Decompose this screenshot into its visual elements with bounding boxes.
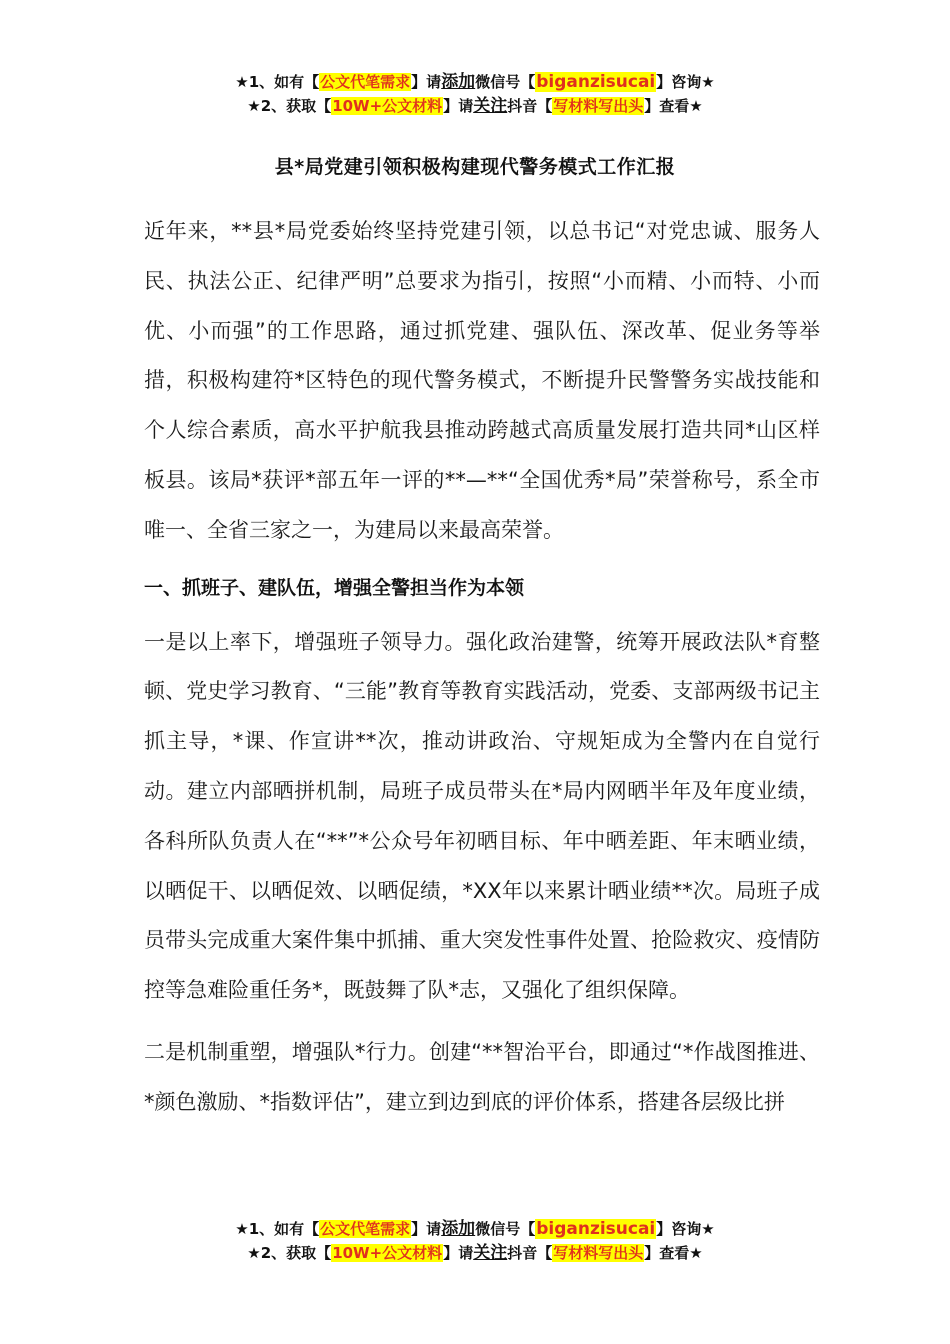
notice-text: 抖音【 [507, 97, 553, 115]
document-body [144, 207, 820, 1128]
section-heading: 一、抓班子、建队伍，增强全警担当作为本领 [144, 576, 525, 599]
notice-line-2 [0, 94, 950, 118]
notice-text: ★1、如有【 [235, 73, 320, 91]
notice-underline: 关注 [473, 96, 508, 116]
body-paragraph: 二是机制重塑，增强队*行力。创建“**智治平台，即通过“*作战图推进、*颜色激励、*指数评估”，建立到边到底的评价体系，搭建各层级比拼 [144, 1039, 820, 1114]
notice-highlight: 10W+公文材料 [332, 97, 443, 115]
top-notice [0, 70, 950, 118]
notice-underline: 添加 [441, 72, 476, 92]
notice-text: 抖音【 [507, 1244, 553, 1262]
notice-line-1 [0, 70, 950, 94]
notice-text: ★1、如有【 [235, 1220, 320, 1238]
notice-text: 】请 [443, 1244, 474, 1262]
notice-text: ★2、获取【 [247, 1244, 332, 1262]
notice-underline: 添加 [441, 1219, 476, 1239]
douyin-highlight: 写材料写出头 [553, 97, 644, 115]
intro-paragraph: 近年来，**县*局党委始终坚持党建引领，以总书记“对党忠诚、服务人民、执法公正、纪律严明”总要求为指引，按照“小而精、小而特、小而优、小而强”的工作思路，通过抓党建、强队伍、深改革、促业务等举措，积极构建符*区特色的现代警务模式，不断提升民警警务实战技能和个人综合素质，高水平护航我县推动跨越式高质量发展打造共同*山区样板县。该局*获评*部五年一评的**—**“全国优秀*局”荣誉称号，系全市唯一、全省三家之一，为建局以来最高荣誉。 [144, 219, 820, 542]
notice-highlight: 公文代笔需求 [320, 1220, 411, 1238]
notice-highlight: 10W+公文材料 [332, 1244, 443, 1262]
notice-text: 微信号【 [475, 1220, 536, 1238]
bottom-notice [0, 1217, 950, 1265]
notice-text: 】请 [411, 73, 442, 91]
notice-text: 微信号【 [475, 73, 536, 91]
notice-text: 】查看★ [644, 97, 703, 115]
notice-text: 】查看★ [644, 1244, 703, 1262]
notice-text: ★2、获取【 [247, 97, 332, 115]
notice-line-1 [0, 1217, 950, 1241]
notice-text: 】请 [443, 97, 474, 115]
document-title: 县*局党建引领积极构建现代警务模式工作汇报 [274, 156, 676, 178]
douyin-highlight: 写材料写出头 [553, 1244, 644, 1262]
notice-text: 】咨询★ [656, 73, 715, 91]
wechat-id-highlight: biganzisucai [536, 72, 656, 92]
wechat-id-highlight: biganzisucai [536, 1219, 656, 1239]
notice-text: 】请 [411, 1220, 442, 1238]
notice-underline: 关注 [473, 1243, 508, 1263]
notice-text: 】咨询★ [656, 1220, 715, 1238]
notice-highlight: 公文代笔需求 [320, 73, 411, 91]
notice-line-2 [0, 1241, 950, 1265]
body-paragraph: 一是以上率下，增强班子领导力。强化政治建警，统筹开展政法队*育整顿、党史学习教育、“三能”教育等教育实践活动，党委、支部两级书记主抓主导，*课、作宣讲**次，推动讲政治、守规矩成为全警内在自觉行动。建立内部晒拼机制，局班子成员带头在*局内网晒半年及年度业绩，各科所队负责人在“**”*公众号年初晒目标、年中晒差距、年末晒业绩，以晒促干、以晒促效、以晒促绩，*XX年以来累计晒业绩**次。局班子成员带头完成重大案件集中抓捕、重大突发性事件处置、抢险救灾、疫情防控等急难险重任务*，既鼓舞了队*志，又强化了组织保障。 [144, 629, 820, 1003]
paragraph-gap [144, 1016, 820, 1028]
